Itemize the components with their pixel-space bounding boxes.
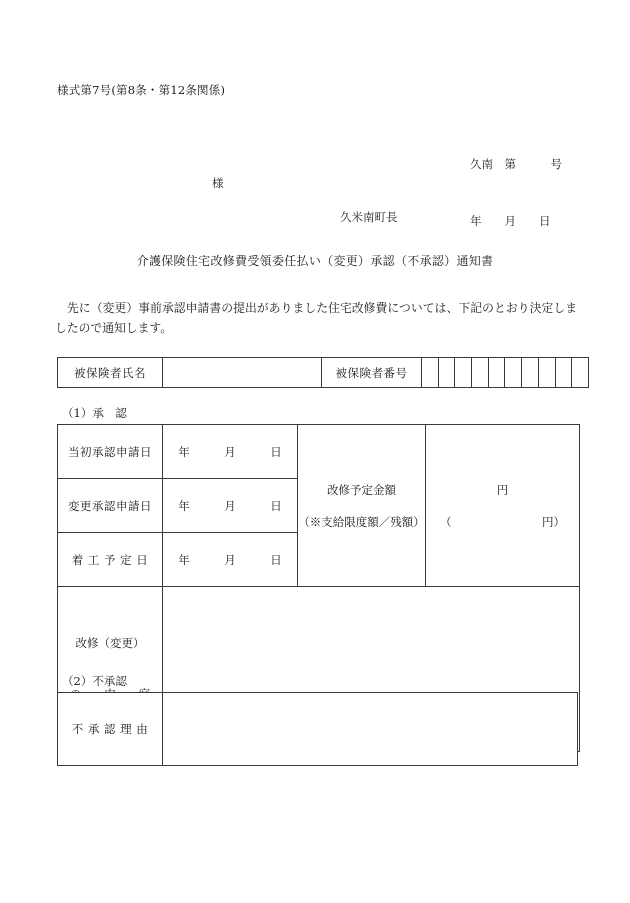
issuer-name: 久米南町長 — [340, 210, 398, 224]
amount-label-line1: 改修予定金額 — [327, 482, 396, 497]
insured-number-cell-1[interactable] — [422, 358, 439, 388]
insured-number-cell-5[interactable] — [488, 358, 505, 388]
denial-section-caption: （2）不承認 — [62, 674, 127, 688]
insured-number-cell-3[interactable] — [455, 358, 472, 388]
approval-section-caption: （1）承 認 — [62, 406, 127, 420]
form-number: 様式第7号(第8条・第12条関係) — [57, 83, 226, 97]
initial-application-date-value[interactable]: 年 月 日 — [163, 425, 298, 479]
amount-label-cell — [298, 425, 426, 587]
document-title: 介護保険住宅改修費受領委任払い（変更）承認（不承認）通知書 — [136, 254, 494, 268]
amount-paren-close: 円） — [542, 514, 565, 529]
denial-reason-value[interactable] — [163, 693, 578, 766]
change-application-date-label: 変更承認申請日 — [58, 479, 163, 533]
initial-application-date-label: 当初承認申請日 — [58, 425, 163, 479]
insured-number-cell-9[interactable] — [555, 358, 572, 388]
insured-number-label: 被保険者番号 — [322, 358, 422, 388]
insured-number-cell-6[interactable] — [505, 358, 522, 388]
table-row — [58, 358, 589, 388]
addressee-suffix: 様 — [212, 176, 224, 190]
insured-number-cell-2[interactable] — [438, 358, 455, 388]
insured-name-label: 被保険者氏名 — [58, 358, 163, 388]
denial-reason-label: 不 承 認 理 由 — [58, 693, 163, 766]
change-application-date-value[interactable]: 年 月 日 — [163, 479, 298, 533]
insured-number-cell-10[interactable] — [572, 358, 589, 388]
insured-number-cell-4[interactable] — [472, 358, 489, 388]
renovation-content-label-line1: 改修（変更） — [75, 636, 145, 650]
construction-start-date-label: 着 工 予 定 日 — [58, 533, 163, 587]
construction-start-date-value[interactable]: 年 月 日 — [163, 533, 298, 587]
table-row — [58, 425, 580, 479]
document-date: 年 月 日 — [470, 214, 551, 228]
insured-name-value[interactable] — [163, 358, 322, 388]
amount-value-cell[interactable] — [426, 425, 580, 587]
document-number: 久南 第 号 — [470, 157, 562, 171]
document-number-block — [470, 117, 562, 269]
denial-table — [57, 692, 578, 766]
table-row — [58, 693, 578, 766]
amount-yen-unit: 円 — [496, 482, 509, 497]
insured-number-cell-8[interactable] — [538, 358, 555, 388]
amount-label-line2: （※支給限度額／残額） — [298, 514, 425, 529]
insured-number-cell-7[interactable] — [522, 358, 539, 388]
insured-person-table — [57, 357, 589, 388]
body-paragraph: 先に（変更）事前承認申請書の提出がありました住宅改修費については、下記のとおり決定しましたので通知します。 — [55, 301, 577, 335]
amount-paren-open: （ — [440, 514, 452, 529]
